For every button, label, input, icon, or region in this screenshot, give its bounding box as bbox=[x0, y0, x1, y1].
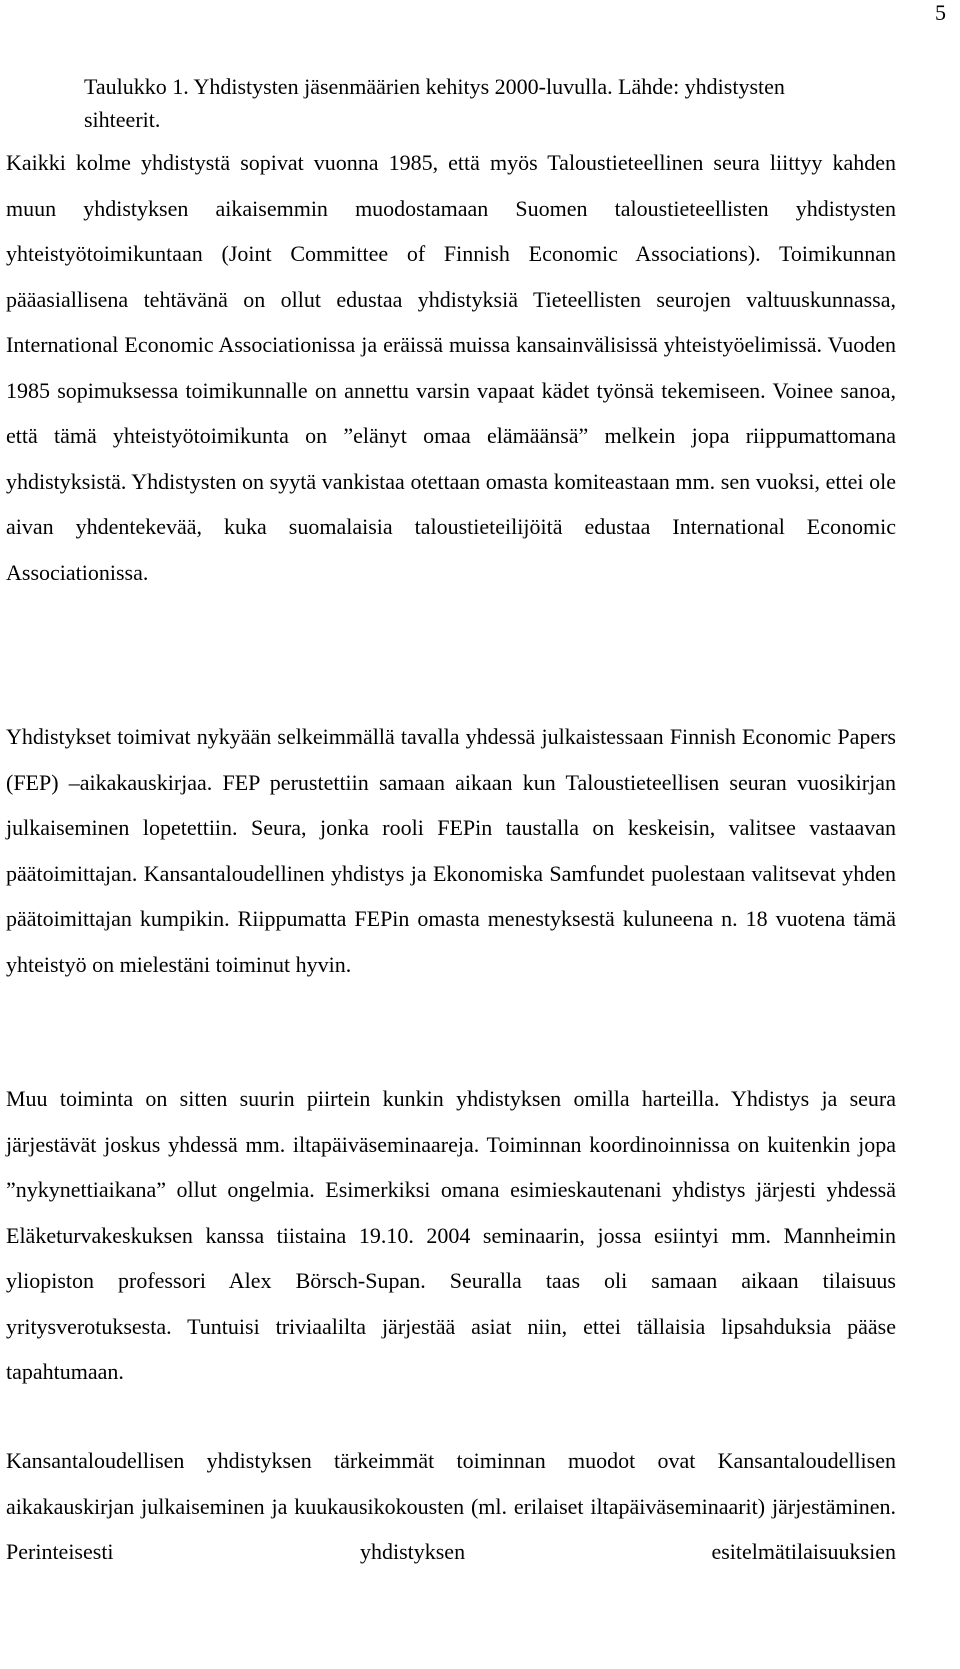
paragraph-joint-committee: Kaikki kolme yhdistystä sopivat vuonna 1985, että myös Taloustieteellinen seura liittyy kahden muun yhdistyksen aikaisemmin muodostamaan Suomen taloustieteellisten yhdistysten yhteistyötoimikuntaan (Joint Committee of Finnish Economic Associations). Toimikunnan pääasiallisena tehtävänä on ollut edustaa yhdistyksiä Tieteellisten seurojen valtuuskunnassa, International Economic Associationissa ja eräissä muissa kansainvälisissä yhteistyöelimissä. Vuoden 1985 sopimuksessa toimikunnalle on annettu varsin vapaat kädet työnsä tekemiseen. Voinee sanoa, että tämä yhteistyötoimikunta on ”elänyt omaa elämäänsä” melkein jopa riippumattomana yhdistyksistä. Yhdistysten on syytä vankistaa otettaan omasta komiteastaan mm. sen vuoksi, ettei ole aivan yhdentekevää, kuka suomalaisia taloustieteilijöitä edustaa International Economic Associationissa. bbox=[6, 150, 896, 585]
page-number: 5 bbox=[935, 0, 946, 25]
table-caption: Taulukko 1. Yhdistysten jäsenmäärien kehitys 2000-luvulla. Lähde: yhdistysten sihteerit. bbox=[84, 74, 785, 132]
paragraph-fep: Yhdistykset toimivat nykyään selkeimmällä tavalla yhdessä julkaistessaan Finnish Economic Papers (FEP) –aikakauskirjaa. FEP perustettiin samaan aikaan kun Taloustieteellisen seuran vuosikirjan julkaiseminen lopetettiin. Seura, jonka rooli FEPin taustalla on keskeisin, valitsee vastaavan päätoimittajan. Kansantaloudellinen yhdistys ja Ekonomiska Samfundet puolestaan valitsevat yhden päätoimittajan kumpikin. Riippumatta FEPin omasta menestyksestä kuluneena n. 18 vuotena tämä yhteistyö on mielestäni toiminut hyvin. bbox=[6, 724, 896, 977]
paragraph-other-activities: Muu toiminta on sitten suurin piirtein kunkin yhdistyksen omilla harteilla. Yhdistys ja seura järjestävät joskus yhdessä mm. iltapäiväseminaareja. Toiminnan koordinoinnissa on kuitenkin jopa ”nykynettiaikana” ollut ongelmia. Esimerkiksi omana esimieskautenani yhdistys järjesti yhdessä Eläketurvakeskuksen kanssa tiistaina 19.10. 2004 seminaarin, jossa esiintyi mm. Mannheimin yliopiston professori Alex Börsch-Supan. Seuralla taas oli samaan aikaan tilaisuus yritysverotuksesta. Tuntuisi triviaalilta järjestää asiat niin, ettei tällaisia lipsahduksia pääse tapahtumaan. bbox=[6, 1086, 896, 1384]
paragraph-kansantaloudellinen: Kansantaloudellisen yhdistyksen tärkeimmät toiminnan muodot ovat Kansantaloudellisen aikakauskirjan julkaiseminen ja kuukausikokousten (ml. erilaiset iltapäiväseminaarit) järjestäminen. Perinteisesti yhdistyksen esitelmätilaisuuksien bbox=[6, 1448, 896, 1564]
